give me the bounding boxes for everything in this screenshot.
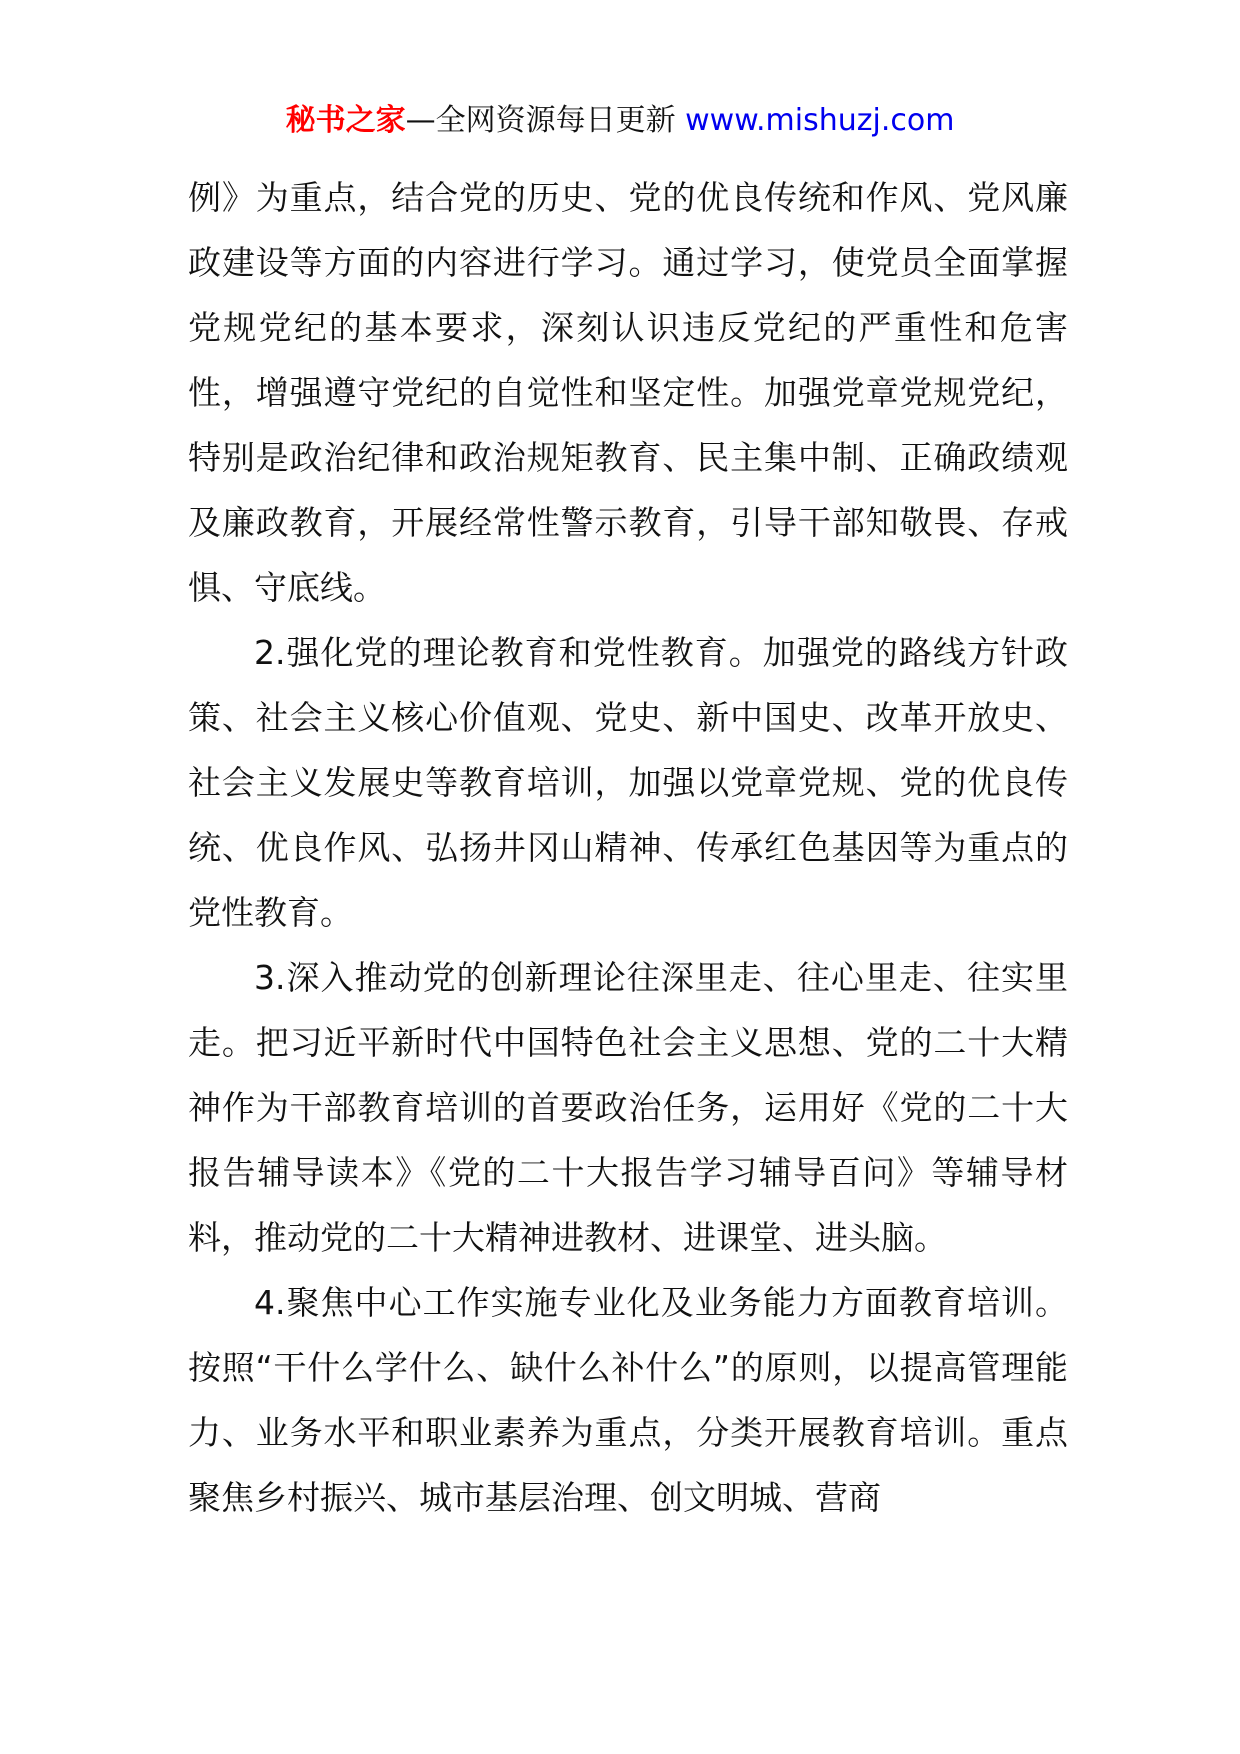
site-url-link[interactable]: www.mishuzj.com — [685, 103, 955, 138]
paragraph-item-4: 4.聚焦中心工作实施专业化及业务能力方面教育培训。按照“干什么学什么、缺什么补什么”的原则，以提高管理能力、业务水平和职业素养为重点，分类开展教育培训。重点聚焦乡村振兴、城市基层治理、创文明城、营商 — [188, 1283, 1068, 1517]
document-body — [188, 165, 1068, 1530]
paragraph-item-2: 2.强化党的理论教育和党性教育。加强党的路线方针政策、社会主义核心价值观、党史、新中国史、改革开放史、社会主义发展史等教育培训，加强以党章党规、党的优良传统、优良作风、弘扬井冈山精神、传承红色基因等为重点的党性教育。 — [188, 633, 1068, 932]
paragraph-continuation: 例》为重点，结合党的历史、党的优良传统和作风、党风廉政建设等方面的内容进行学习。通过学习，使党员全面掌握党规党纪的基本要求，深刻认识违反党纪的严重性和危害性，增强遵守党纪的自觉性和坚定性。加强党章党规党纪，特别是政治纪律和政治规矩教育、民主集中制、正确政绩观及廉政教育，开展经常性警示教育，引导干部知敬畏、存戒惧、守底线。 — [188, 178, 1068, 607]
paragraph-item-3: 3.深入推动党的创新理论往深里走、往心里走、往实里走。把习近平新时代中国特色社会主义思想、党的二十大精神作为干部教育培训的首要政治任务，运用好《党的二十大报告辅导读本》《党的二十大报告学习辅导百问》等辅导材料，推动党的二十大精神进教材、进课堂、进头脑。 — [188, 958, 1068, 1257]
site-brand: 秘书之家 — [285, 103, 406, 138]
site-slogan: —全网资源每日更新 — [405, 103, 686, 138]
site-header — [0, 101, 1240, 141]
